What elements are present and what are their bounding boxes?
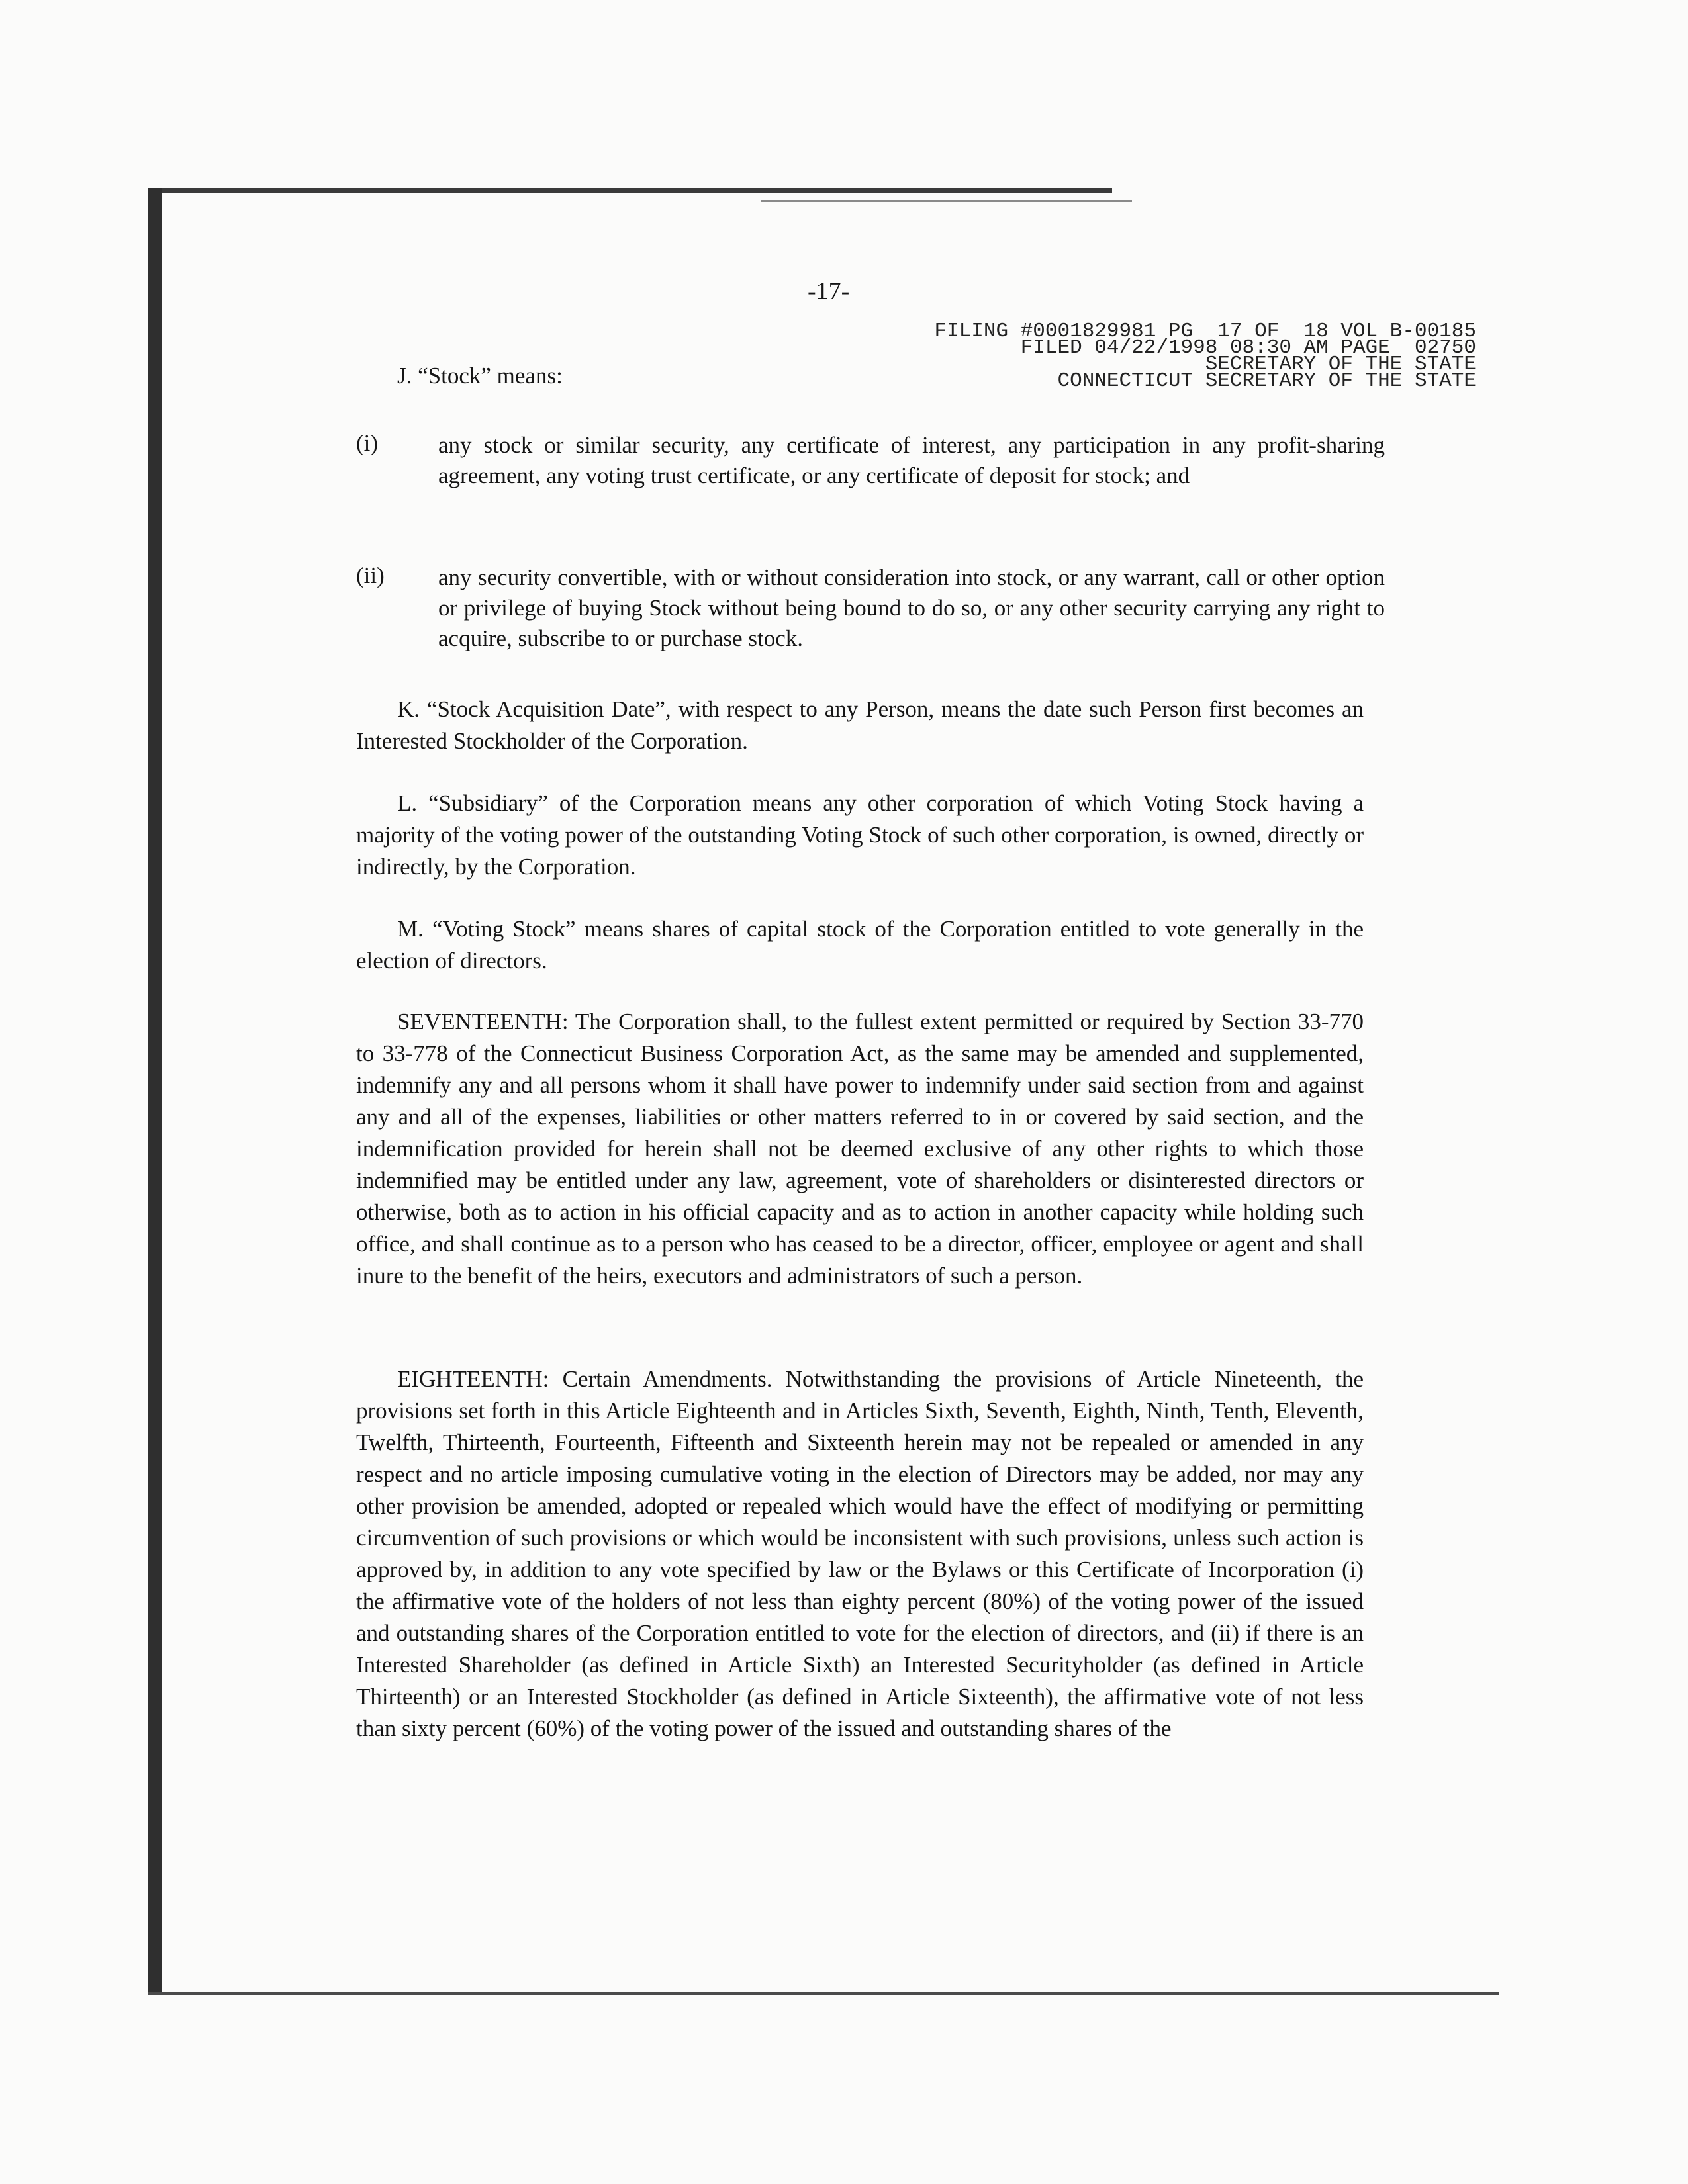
- scan-border-bottom: [148, 1992, 1499, 1995]
- list-item-text: any stock or similar security, any certificate of interest, any participation in any profit-sharing agreement, any voting trust certificate, or any certificate of deposit for stock; and: [438, 432, 1385, 488]
- page-number: -17-: [808, 277, 850, 305]
- filing-stamp-line4: CONNECTICUT SECRETARY OF THE STATE: [1057, 369, 1476, 392]
- definition-m-paragraph: M. “Voting Stock” means shares of capital stock of the Corporation entitled to vote generally in the election of directors.: [356, 916, 1364, 974]
- filing-stamp: [821, 320, 1476, 392]
- list-item-number: (i): [356, 430, 379, 456]
- scan-border-top: [159, 188, 1112, 193]
- filing-stamp-line1: FILING #0001829981 PG 17 OF 18 VOL B-00185: [934, 320, 1476, 343]
- list-item-number: (ii): [356, 563, 385, 588]
- filing-stamp-line2: FILED 04/22/1998 08:30 AM PAGE 02750: [1020, 336, 1476, 359]
- definition-l-paragraph: L. “Subsidiary” of the Corporation means any other corporation of which Voting Stock having a majority of the voting power of the outstanding Voting Stock of such other corporation, is owned, directly or indirectly, by the Corporation.: [356, 790, 1364, 880]
- scan-border-top-secondary: [761, 200, 1132, 202]
- filing-stamp-line3: SECRETARY OF THE STATE: [1205, 353, 1476, 376]
- definition-j-heading: J. “Stock” means:: [397, 363, 563, 388]
- list-item-text: any security convertible, with or without consideration into stock, or any warrant, call or other option or privilege of buying Stock without being bound to do so, or any other security carrying any right to acquire, subscribe to or purchase stock.: [438, 565, 1385, 651]
- article-seventeenth-paragraph: SEVENTEENTH: The Corporation shall, to the fullest extent permitted or required by Section 33-770 to 33-778 of the Connecticut Business Corporation Act, as the same may be amended and supplemented, indemnify any and all persons whom it shall have power to indemnify under said section from and against any and all of the expenses, liabilities or other matters referred to in or covered by said section, and the indemnification provided for herein shall not be deemed exclusive of any other rights to which those indemnified may be entitled under any law, agreement, vote of shareholders or disinterested directors or otherwise, both as to action in his official capacity and as to action in another capacity while holding such office, and shall continue as to a person who has ceased to be a director, officer, employee or agent and shall inure to the benefit of the heirs, executors and administrators of such a person.: [356, 1009, 1364, 1289]
- scan-border-left: [148, 188, 162, 1995]
- article-eighteenth-paragraph: EIGHTEENTH: Certain Amendments. Notwithstanding the provisions of Article Nineteenth, the provisions set forth in this Article Eighteenth and in Articles Sixth, Seventh, Eighth, Ninth, Tenth, Eleventh, Twelfth, Thirteenth, Fourteenth, Fifteenth and Sixteenth herein may not be repealed or amended in any respect and no article imposing cumulative voting in the election of Directors may be added, nor may any other provision be amended, adopted or repealed which would have the effect of modifying or permitting circumvention of such provisions or which would be inconsistent with such provisions, unless such action is approved by, in addition to any vote specified by law or the Bylaws or this Certificate of Incorporation (i) the affirmative vote of the holders of not less than eighty percent (80%) of the voting power of the issued and outstanding shares of the Corporation entitled to vote for the election of directors, and (ii) if there is an Interested Shareholder (as defined in Article Sixth) an Interested Securityholder (as defined in Article Thirteenth) or an Interested Stockholder (as defined in Article Sixteenth), the affirmative vote of not less than sixty percent (60%) of the voting power of the issued and outstanding shares of the: [356, 1366, 1364, 1741]
- definition-k-paragraph: K. “Stock Acquisition Date”, with respect to any Person, means the date such Person first becomes an Interested Stockholder of the Corporation.: [356, 696, 1364, 754]
